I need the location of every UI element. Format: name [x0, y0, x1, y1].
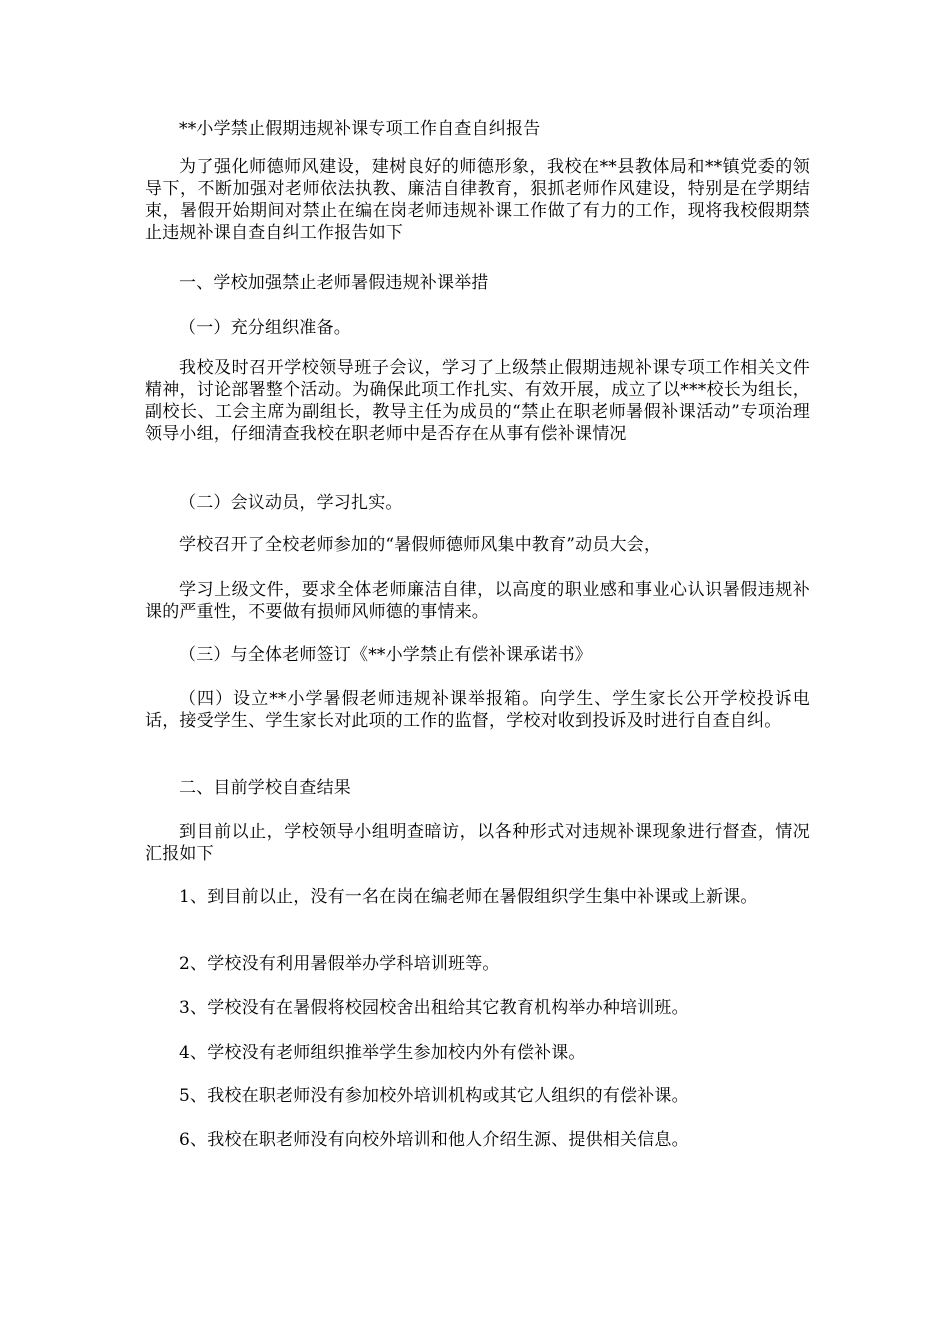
- section2-intro: 到目前以止，学校领导小组明查暗访，以各种形式对违规补课现象进行督查，情况汇报如下: [145, 822, 810, 864]
- subsection2-body-1: 学校召开了全校老师参加的“暑假师德师风集中教育”动员大会，: [179, 535, 662, 555]
- subsection4-body: （四）设立**小学暑假老师违规补课举报箱。向学生、学生家长公开学校投诉电话，接受学生、学生家长对此项的工作的监督，学校对收到投诉及时进行自查自纠。: [145, 689, 810, 731]
- result-item-3: 3、学校没有在暑假将校园校舍出租给其它教育机构举办种培训班。: [179, 998, 689, 1018]
- result-item-5: 5、我校在职老师没有参加校外培训机构或其它人组织的有偿补课。: [179, 1086, 689, 1106]
- section2-heading: 二、目前学校自查结果: [179, 778, 351, 798]
- section1-heading: 一、学校加强禁止老师暑假违规补课举措: [179, 273, 489, 293]
- result-item-6: 6、我校在职老师没有向校外培训和他人介绍生源、提供相关信息。: [179, 1130, 689, 1150]
- subsection2-heading: （二）会议动员，学习扎实。: [179, 493, 403, 513]
- result-item-2: 2、学校没有利用暑假举办学科培训班等。: [179, 954, 500, 974]
- subsection1-heading: （一）充分组织准备。: [179, 318, 351, 338]
- result-item-1: 1、到目前以止，没有一名在岗在编老师在暑假组织学生集中补课或上新课。: [179, 887, 758, 907]
- subsection3-heading: （三）与全体老师签订《**小学禁止有偿补课承诺书》: [179, 645, 592, 665]
- subsection1-body: 我校及时召开学校领导班子会议，学习了上级禁止假期违规补课专项工作相关文件精神，讨论部署整个活动。为确保此项工作扎实、有效开展，成立了以***校长为组长，副校长、工会主席为副组长，教导主任为成员的“禁止在职老师暑假补课活动”专项治理领导小组，仔细清查我校在职老师中是否存在从事有偿补课情况: [145, 358, 810, 444]
- subsection2-body-2: 学习上级文件，要求全体老师廉洁自律，以高度的职业感和事业心认识暑假违规补课的严重性，不要做有损师风师德的事情来。: [145, 580, 810, 622]
- intro-paragraph: 为了强化师德师风建设，建树良好的师德形象，我校在**县教体局和**镇党委的领导下，不断加强对老师依法执教、廉洁自律教育，狠抓老师作风建设，特别是在学期结束，暑假开始期间对禁止在编在岗老师违规补课工作做了有力的工作，现将我校假期禁止违规补课自查自纠工作报告如下: [145, 157, 810, 243]
- document-title: **小学禁止假期违规补课专项工作自查自纠报告: [179, 119, 541, 139]
- result-item-4: 4、学校没有老师组织推举学生参加校内外有偿补课。: [179, 1043, 586, 1063]
